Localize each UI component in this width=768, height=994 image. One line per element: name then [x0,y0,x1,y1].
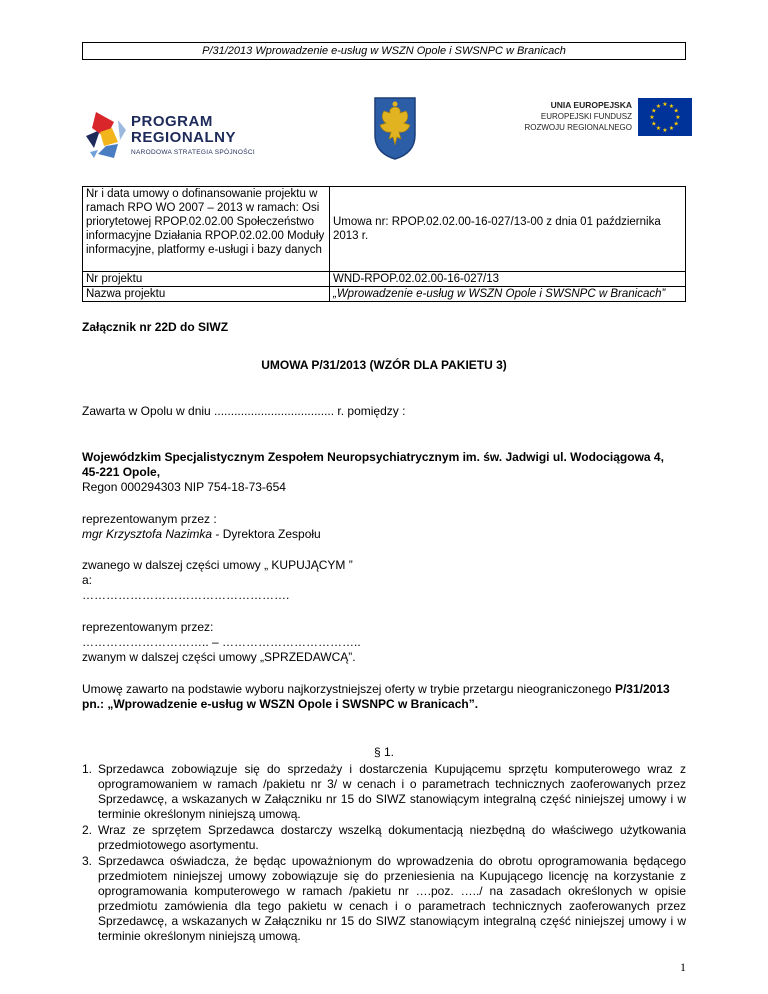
contract-basis [82,682,686,712]
representative-2-dots: ………………………….. – …………………………….. [82,635,361,649]
party1-name-line1: Wojewódzkim Specjalistycznym Zespołem Neuropsychiatrycznym im. św. Jadwigi ul. Wodociągowa 4, [82,450,664,464]
eagle-crest-icon [372,95,418,161]
eu-logo [512,98,692,138]
agreement-label-cell: Nr i data umowy o dofinansowanie projektu w ramach RPO WO 2007 – 2013 w ramach: Osi priorytetowej RPOP.02.02.00 Społeczeństwo informacyjne Działania RPOP.02.02.00 Moduły informacyjne, platformy e-usługi i bazy danych [83,187,330,272]
rep1-name: mgr Krzysztofa Nazimka [82,527,213,541]
eu-line3: ROZWOJU REGIONALNEGO [524,123,632,132]
pr-line3: NARODOWA STRATEGIA SPÓJNOŚCI [131,149,255,156]
eu-flag-icon [638,98,692,136]
svg-text:★: ★ [649,114,655,121]
party1-name-line2: 45-221 Opole, [82,465,161,479]
buyer-line: zwanego w dalszej części umowy „ KUPUJĄCYM ” [82,558,353,572]
concluded-line: Zawarta w Opolu w dniu .................................... r. pomiędzy : [82,404,406,418]
program-regionalny-emblem-icon [84,108,128,160]
table-row [83,187,686,272]
project-number-value-cell: WND-RPOP.02.02.00-16-027/13 [330,272,686,287]
project-info-table [82,186,686,302]
clause-number: 2. [82,823,93,837]
section-heading: § 1. [373,745,394,759]
svg-text:★: ★ [651,120,657,128]
intro-project-name: pn.: „Wprowadzenie e-usług w WSZN Opole i SWSNPC w Branicach”. [82,697,479,711]
party2-dots: ……………………………………………. [82,588,290,602]
svg-text:★: ★ [673,120,679,128]
svg-text:★: ★ [662,127,668,134]
pr-line1: PROGRAM [131,113,213,130]
program-regionalny-logo [84,108,274,160]
a-line: a: [82,573,93,587]
representative-1 [82,527,321,542]
intro-text: Umowę zawarto na podstawie wyboru najkorzystniejszej oferty w trybie przetargu nieograniczonego [82,682,615,696]
clause-text: Sprzedawca zobowiązuje się do sprzedaży i dostarczenia Kupującemu sprzętu komputerowego wraz z oprogramowaniem w ramach /pakietu nr 3/ w cenach i o parametrach technicznych zaoferowanych przez Sprzedawcę, a wskazanych w Załączniku nr 15 do SIWZ stanowiącym integralną część niniejszej umowy i w terminie określonym niniejszą umową. [98,762,686,821]
rep1-role: - Dyrektora Zespołu [212,527,321,541]
svg-text:★: ★ [655,102,662,110]
clause-text: Sprzedawca oświadcza, że będąc upoważnionym do wprowadzenia do obrotu oprogramowania będącego przedmiotem niniejszej umowy zobowiązuje się do przeniesienia na Kupującego licencję na korzystanie z oprogramowania komputerowego w ramach /pakietu nr ….poz. …../ na zasadach określonych w opisie przedmiotu zamówienia dla tego pakietu w cenach i o parametrach technicznych zaoferowanych przez Sprzedawcę, a wskazanych w Załączniku nr 15 do SIWZ stanowiącym integralną część niniejszej umowy i w terminie określonym niniejszą umową. [98,854,686,943]
contract-title: UMOWA P/31/2013 (WZÓR DLA PAKIETU 3) [261,358,507,372]
opole-crest-logo [372,95,418,161]
agreement-value-cell: Umowa nr: RPOP.02.02.00-16-027/13-00 z dnia 01 października 2013 r. [330,187,686,272]
svg-text:★: ★ [662,101,668,108]
svg-text:★: ★ [675,114,681,121]
clause-number: 3. [82,854,93,868]
svg-text:★: ★ [655,125,662,133]
pr-line2: REGIONALNY [131,129,237,146]
list-item [82,762,686,822]
project-number-label-cell: Nr projektu [83,272,330,287]
page-number: 1 [680,960,686,974]
project-name-value-cell: „Wprowadzenie e-usług w WSZN Opole i SWSNPC w Branicach” [330,287,686,302]
running-header: P/31/2013 Wprowadzenie e-usług w WSZN Opole i SWSNPC w Branicach [82,42,686,60]
represented-by-2: reprezentowanym przez: [82,620,214,634]
eu-line1: UNIA EUROPEJSKA [550,100,632,110]
eu-line2: EUROPEJSKI FUNDUSZ [540,112,632,121]
project-name-label-cell: Nazwa projektu [83,287,330,302]
clause-number: 1. [82,762,93,776]
clause-text: Wraz ze sprzętem Sprzedawca dostarczy wszelką dokumentacją niezbędną do właściwego użytkowania przedmiotowego asortymentu. [98,823,686,852]
attachment-label: Załącznik nr 22D do SIWZ [82,320,229,334]
table-row [83,272,686,287]
svg-text:★: ★ [673,107,679,115]
svg-text:★: ★ [668,102,675,110]
clauses-list [82,762,686,945]
list-item [82,854,686,944]
party1-regon: Regon 000294303 NIP 754-18-73-654 [82,480,286,494]
seller-line: zwanym w dalszej części umowy „SPRZEDAWCĄ”. [82,650,356,664]
represented-by-1: reprezentowanym przez : [82,512,217,526]
intro-procedure-number: P/31/2013 [614,682,670,696]
svg-text:★: ★ [668,125,675,133]
list-item [82,823,686,853]
svg-text:★: ★ [651,107,657,115]
table-row [83,287,686,302]
